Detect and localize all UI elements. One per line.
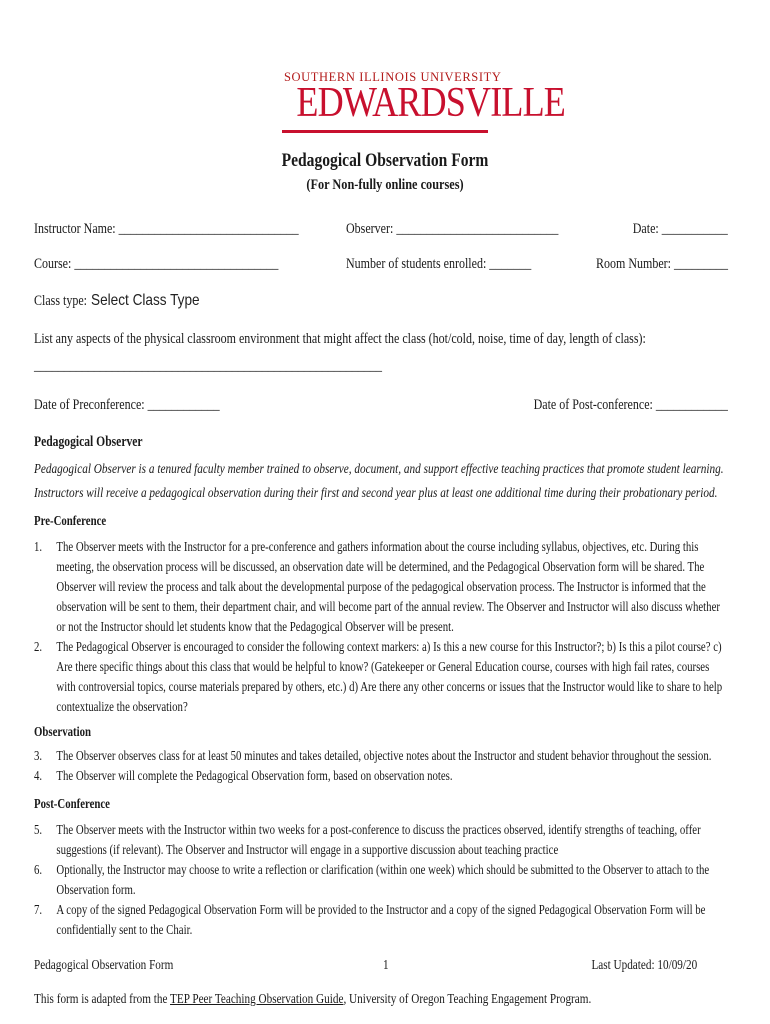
form-subtitle: (For Non-fully online courses) (306, 177, 464, 193)
university-logo (282, 70, 565, 136)
list-item-number: 7. (34, 902, 43, 917)
preconference-date-field[interactable]: Date of Preconference: ____________ (34, 397, 220, 413)
list-item-number: 3. (34, 748, 43, 763)
footer-last-updated: Last Updated: 10/09/20 (591, 958, 697, 973)
footer-form-name: Pedagogical Observation Form (34, 958, 174, 973)
list-item-number: 5. (34, 822, 43, 837)
list-item (34, 900, 730, 940)
footer-attribution (34, 992, 591, 1008)
postconference-date-field[interactable]: Date of Post-conference: ____________ (533, 397, 728, 413)
list-item (34, 637, 730, 717)
list-item-number: 6. (34, 862, 43, 877)
list-item-text: Optionally, the Instructor may choose to write a reflection or clarification (within one week) which should be submitted to the Observer to attach to the Observation form. (56, 862, 710, 897)
pre-conference-list (34, 537, 730, 717)
list-item (34, 537, 730, 637)
post-conference-list (34, 820, 730, 940)
class-type-label: Class type: (34, 293, 87, 309)
list-item (34, 746, 730, 766)
instructor-name-field[interactable]: Instructor Name: ______________________________ (34, 221, 299, 237)
logo-top-text: SOUTHERN ILLINOIS UNIVERSITY (284, 70, 502, 84)
observer-heading: Pedagogical Observer (34, 434, 143, 450)
environment-prompt: List any aspects of the physical classroom environment that might affect the class (hot/cold, noise, time of day, length of class): (34, 331, 646, 347)
observation-heading: Observation (34, 724, 92, 739)
attribution-prefix: This form is adapted from the (34, 992, 171, 1007)
room-number-field[interactable]: Room Number: _________ (596, 256, 728, 272)
class-type-select[interactable]: Select Class Type (91, 292, 200, 309)
list-item-number: 4. (34, 768, 43, 783)
logo-main-text: EDWARDSVILLE (296, 80, 565, 126)
list-item-text: The Observer observes class for at least 50 minutes and takes detailed, objective notes about the Instructor and student behavior throughout the session. (56, 748, 712, 763)
observer-field[interactable]: Observer: ___________________________ (346, 221, 559, 237)
observer-description: Pedagogical Observer is a tenured faculty member trained to observe, document, and support effective teaching practices that promote student learning. Instructors will receive a pedagogical observation during their first and second year plus at least one additional time during their probationary period. (34, 462, 724, 501)
attribution-suffix: , University of Oregon Teaching Engagement Program. (343, 992, 592, 1007)
students-enrolled-field[interactable]: Number of students enrolled: _______ (346, 256, 532, 272)
list-item-text: The Observer meets with the Instructor within two weeks for a post-conference to discuss the practices observed, identify strengths of teaching, offer suggestions (if relevant). The Observer and Instructor will engage in a supportive discussion about teaching practice (56, 822, 701, 857)
list-item (34, 860, 730, 900)
post-conference-heading: Post-Conference (34, 796, 110, 811)
environment-answer-line[interactable]: __________________________________________________________ (34, 358, 382, 374)
list-item-text: A copy of the signed Pedagogical Observation Form will be provided to the Instructor and a copy of the signed Pedagogical Observation Form will be confidentially sent to the Chair. (56, 902, 706, 937)
course-field[interactable]: Course: __________________________________ (34, 256, 279, 272)
date-field[interactable]: Date: ___________ (633, 221, 728, 237)
footer-page-number: 1 (383, 958, 389, 973)
list-item-text: The Observer meets with the Instructor for a pre-conference and gathers information about the course including syllabus, objectives, etc. During this meeting, the observation process will be discussed, an observation date will be determined, and the Pedagogical Observation form will be shared. The Observer will review the process and talk about the developmental purpose of the pedagogical observation process. The Instructor is informed that the observation will be sent to them, their department chair, and will become part of the annual review. The Observer and Instructor will also discuss whether or not the Instructor should let students know that the Pedagogical Observer will be present. (56, 539, 720, 634)
logo-rule (282, 130, 488, 133)
form-title: Pedagogical Observation Form (281, 150, 489, 171)
pre-conference-heading: Pre-Conference (34, 513, 107, 528)
list-item-number: 2. (34, 639, 43, 654)
list-item-text: The Pedagogical Observer is encouraged to consider the following context markers: a) Is this a new course for this Instructor?; b) Is this a pilot course? c) Are there specific things about this class that would be helpful to know? (Gatekeeper or General Education course, courses with high fail rates, courses with controversial topics, course materials prepared by others, etc.) d) Are there any other concerns or issues that the Instructor would like to share to help contextualize the observation? (56, 639, 723, 714)
list-item (34, 766, 730, 786)
list-item (34, 820, 730, 860)
tep-guide-link[interactable]: TEP Peer Teaching Observation Guide (170, 992, 344, 1007)
observation-list (34, 746, 730, 786)
list-item-text: The Observer will complete the Pedagogical Observation form, based on observation notes. (56, 768, 453, 783)
list-item-number: 1. (34, 539, 43, 554)
